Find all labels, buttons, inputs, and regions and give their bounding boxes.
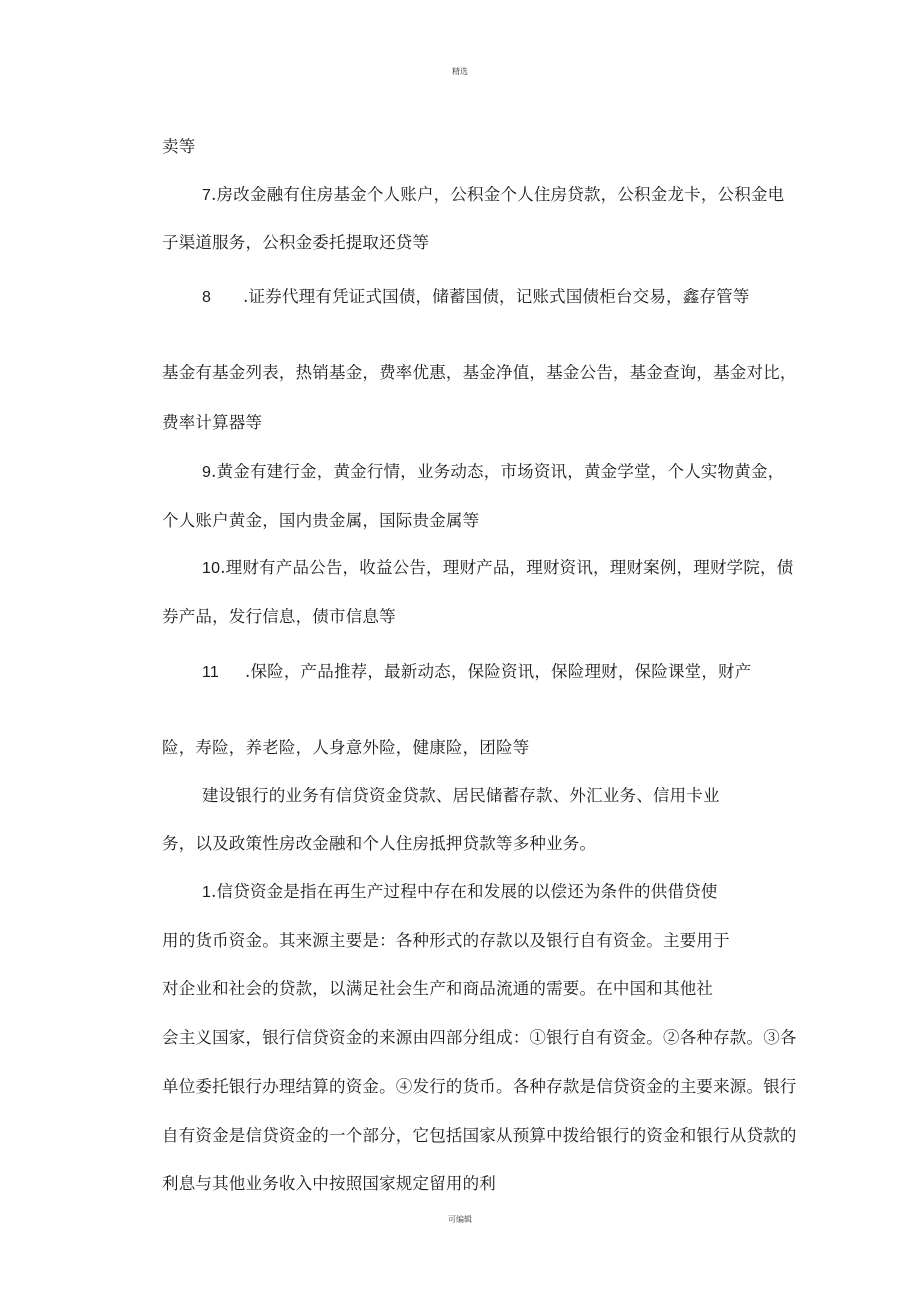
- item-number: 11: [202, 664, 220, 681]
- page-footer: 可编辑: [448, 1215, 472, 1224]
- text-line: 利息与其他业务收入中按照国家规定留用的利: [162, 1174, 496, 1193]
- item-number: 9: [202, 464, 212, 481]
- text-line: 务，以及政策性房改金融和个人住房抵押贷款等多种业务。: [162, 834, 597, 853]
- text-line: 券产品，发行信息，债市信息等: [162, 607, 396, 626]
- item-number: 10: [202, 560, 221, 577]
- text-line: 费率计算器等: [162, 413, 263, 432]
- list-item-7: 7.房改金融有住房基金个人账户，公积金个人住房贷款，公积金龙卡，公积金电: [202, 184, 784, 207]
- item-number: 7: [202, 187, 212, 204]
- list-item-9: 9.黄金有建行金，黄金行情，业务动态，市场资讯，黄金学堂，个人实物黄金，: [202, 461, 784, 484]
- text-line: 险，寿险，养老险，人身意外险，健康险，团险等: [162, 738, 530, 757]
- text-line: 用的货币资金。其来源主要是：各种形式的存款以及银行自有资金。主要用于: [162, 931, 730, 950]
- text-line: 基金有基金列表，热销基金，费率优惠，基金净值，基金公告，基金查询，基金对比，: [162, 363, 797, 382]
- item-number: 8: [202, 289, 212, 306]
- list-item-1: 1.信贷资金是指在再生产过程中存在和发展的以偿还为条件的供借贷使: [202, 881, 718, 904]
- paragraph-start: 建设银行的业务有信贷资金贷款、居民储蓄存款、外汇业务、信用卡业: [202, 786, 720, 805]
- list-item-11: 11 .保险，产品推荐，最新动态，保险资讯，保险理财，保险课堂，财产: [202, 661, 751, 684]
- text-line: 个人账户黄金，国内贵金属，国际贵金属等: [162, 511, 480, 530]
- item-number: 1: [202, 884, 212, 901]
- list-item-8: 8 .证券代理有凭证式国债，储蓄国债，记账式国债柜台交易，鑫存管等: [202, 286, 750, 309]
- text-line: 对企业和社会的贷款，以满足社会生产和商品流通的需要。在中国和其他社: [162, 979, 714, 998]
- text-line: 单位委托银行办理结算的资金。④发行的货币。各种存款是信贷资金的主要来源。银行: [162, 1077, 797, 1096]
- page-header: 精选: [452, 67, 468, 76]
- text-line: 自有资金是信贷资金的一个部分，它包括国家从预算中拨给银行的资金和银行从贷款的: [162, 1126, 797, 1145]
- text-line: 卖等: [162, 137, 196, 156]
- list-item-10: 10.理财有产品公告，收益公告，理财产品，理财资讯，理财案例，理财学院，债: [202, 557, 793, 580]
- text-line: 会主义国家，银行信贷资金的来源由四部分组成：①银行自有资金。②各种存款。③各: [162, 1028, 797, 1047]
- text-line: 子渠道服务，公积金委托提取还贷等: [162, 233, 430, 252]
